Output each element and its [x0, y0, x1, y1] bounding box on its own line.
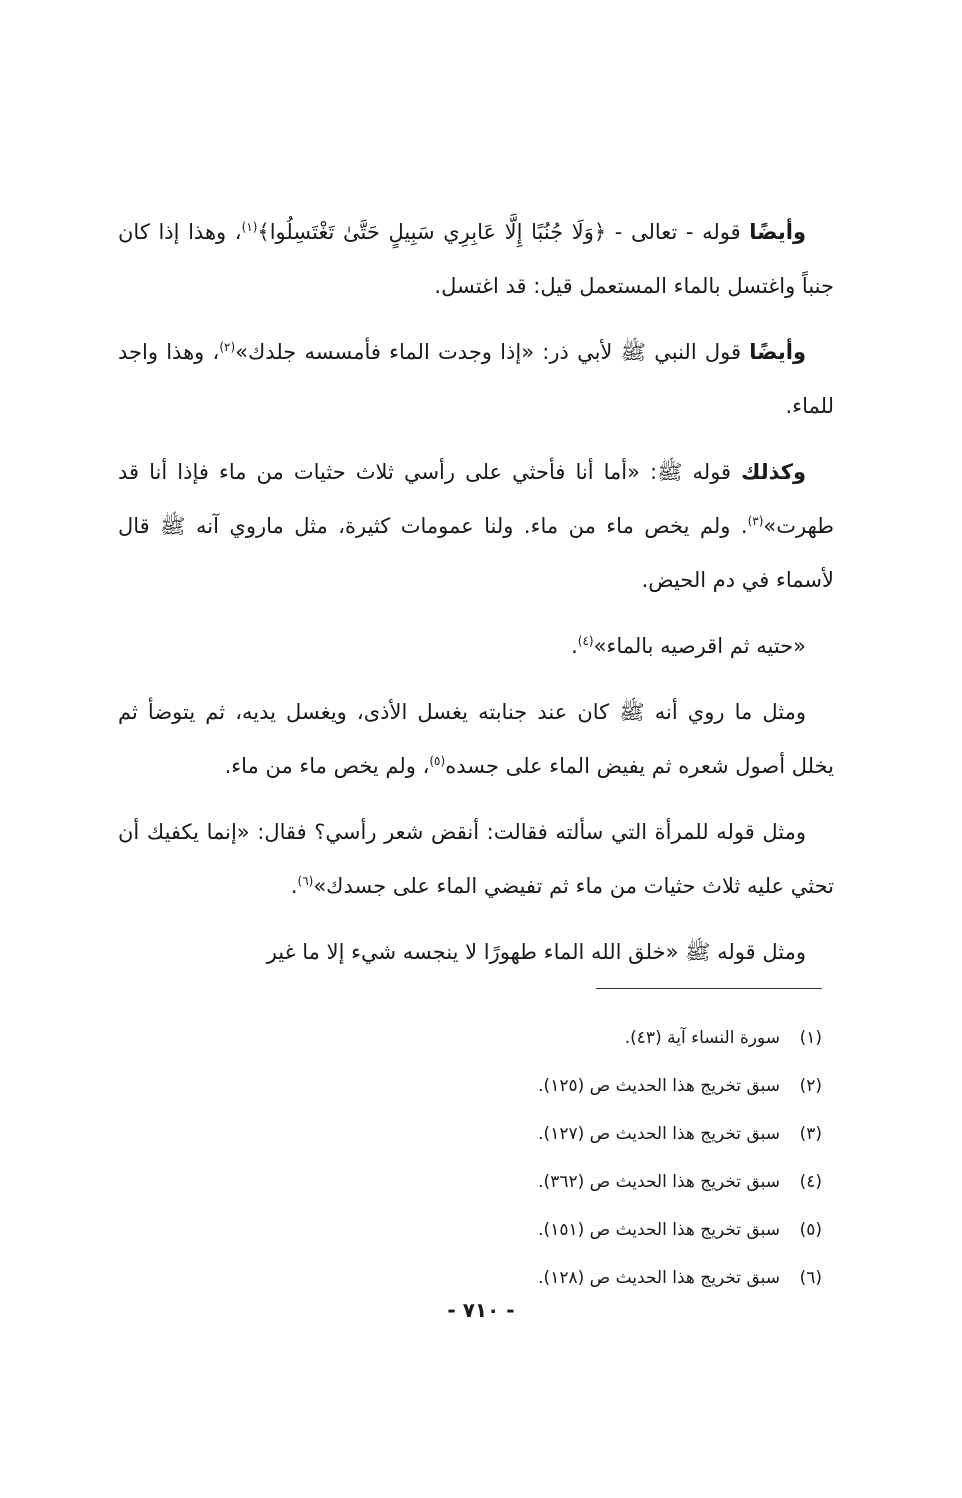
footnote [300, 1062, 822, 1110]
paragraph-text: قول النبي ﷺ لأبي ذر: «إذا وجدت الماء فأمسسه جلدك» [235, 340, 750, 364]
footnote-text: سبق تخريج هذا الحديث ص (١٢٥). [538, 1076, 780, 1096]
footnote [300, 1014, 822, 1062]
footnote-number: (١) [799, 1028, 822, 1048]
footnote [300, 1110, 822, 1158]
footnote-text: سبق تخريج هذا الحديث ص (١٢٨). [538, 1268, 780, 1288]
footnote-ref: (٤) [577, 634, 594, 648]
footnote-ref: (٦) [297, 874, 314, 888]
paragraph-tail: ، وهذا إذا كان جنباً واغتسل بالماء المستعمل قيل: قد اغتسل. [118, 220, 834, 298]
footnote-ref: (١) [241, 220, 258, 234]
footnote-ref: (٢) [219, 340, 236, 354]
footnote-separator [596, 988, 822, 989]
footnote-number: (٦) [799, 1268, 822, 1288]
paragraph-tail: . ولم يخص ماء من ماء. ولنا عمومات كثيرة، مثل ماروي آنه ﷺ قال لأسماء في دم الحيض. [118, 514, 834, 592]
paragraph [118, 685, 834, 793]
page-number: - ٧١٠ - [447, 1298, 515, 1322]
paragraph [118, 805, 834, 913]
paragraph [118, 619, 834, 673]
paragraph [118, 205, 834, 313]
paragraph-tail: . [290, 874, 298, 898]
paragraph-text: ومثل قوله للمرأة التي سألته فقالت: أنقض شعر رأسي؟ فقال: «إنما يكفيك أن تحثي عليه ثلاث حثيات من ماء ثم تفيضي الماء على جسدك» [118, 820, 834, 898]
footnote-number: (٤) [799, 1172, 822, 1192]
footnote-number: (٥) [799, 1220, 822, 1240]
footnotes [300, 1014, 822, 1302]
paragraph-text: قوله - تعالى - ﴿وَلَا جُنُبًا إِلَّا عَابِرِي سَبِيلٍ حَتَّىٰ تَغْتَسِلُوا﴾ [257, 220, 750, 244]
paragraph-text: «حتيه ثم اقرصيه بالماء» [593, 634, 806, 658]
footnote-text: سبق تخريج هذا الحديث ص (١٥١). [538, 1220, 780, 1240]
paragraph-tail: . [571, 634, 578, 658]
paragraph-tail: ، وهذا واجد للماء. [118, 340, 834, 418]
main-text [118, 205, 834, 991]
paragraph-lead: وأيضًا [749, 220, 806, 244]
paragraph-lead: وكذلك [741, 460, 806, 484]
footnote [300, 1206, 822, 1254]
footnote-number: (٣) [799, 1124, 822, 1144]
paragraph-text: ومثل قوله ﷺ «خلق الله الماء طهورًا لا ينجسه شيء إلا ما غير [266, 940, 806, 964]
footnote-ref: (٣) [747, 514, 764, 528]
footnote-ref: (٥) [429, 754, 446, 768]
paragraph [118, 325, 834, 433]
paragraph [118, 445, 834, 607]
paragraph-text: ومثل ما روي أنه ﷺ كان عند جنابته يغسل الأذى، ويغسل يديه، ثم يتوضأ ثم يخلل أصول شعره ثم يفيض الماء على جسده [118, 700, 834, 778]
paragraph [118, 925, 834, 979]
paragraph-tail: ، ولم يخص ماء من ماء. [224, 754, 430, 778]
footnote [300, 1158, 822, 1206]
paragraph-lead: وأيضًا [749, 340, 806, 364]
footnote-text: سورة النساء آية (٤٣). [624, 1028, 780, 1048]
footnote-number: (٢) [799, 1076, 822, 1096]
footnote-text: سبق تخريج هذا الحديث ص (٣٦٢). [538, 1172, 780, 1192]
footnote [300, 1254, 822, 1302]
paragraph-text: قوله ﷺ: «أما أنا فأحثي على رأسي ثلاث حثيات من ماء فإذا أنا قد طهرت» [118, 460, 834, 538]
footnote-text: سبق تخريج هذا الحديث ص (١٢٧). [538, 1124, 780, 1144]
